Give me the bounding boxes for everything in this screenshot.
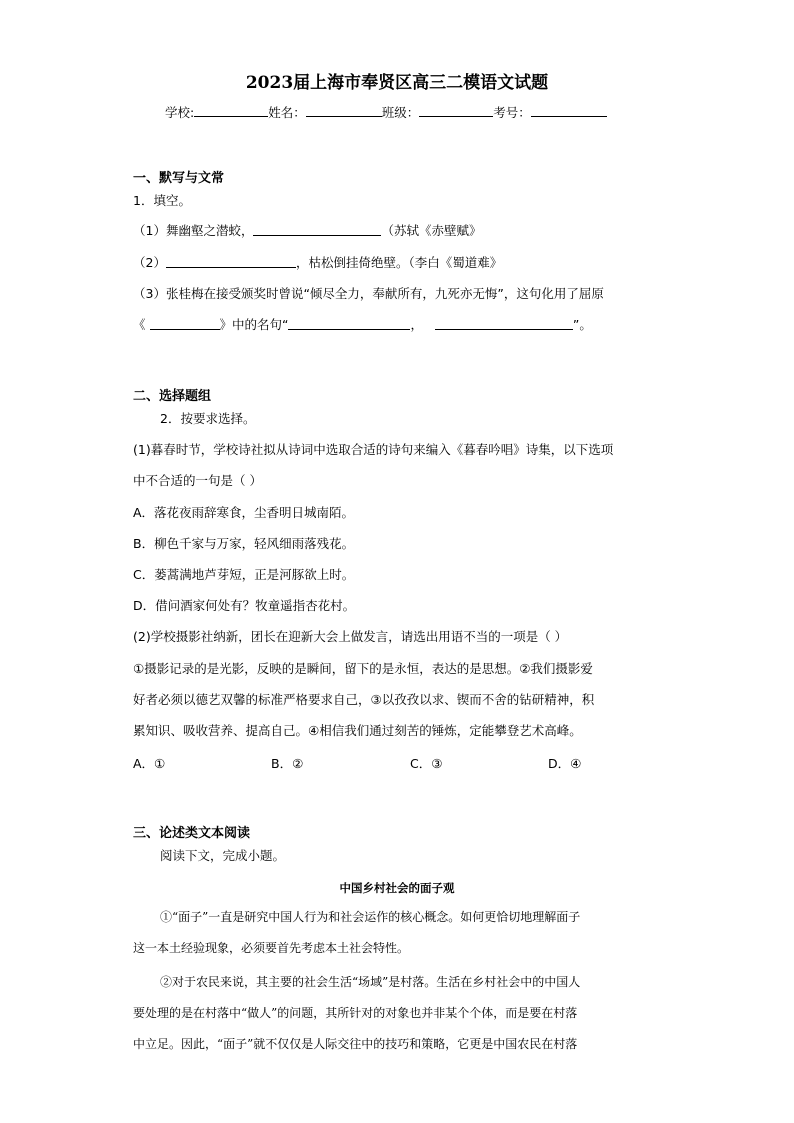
answer-blank[interactable] [150,316,220,330]
question-1-part-1: （1）舞幽壑之潜蛟， （苏轼《赤壁赋》 [133,223,482,238]
answer-blank[interactable] [435,316,573,330]
choice-c[interactable]: C．③ [410,756,443,771]
student-info-line [165,103,607,121]
article-paragraph-2-line-3: 中立足。因此，“面子”就不仅仅是人际交往中的技巧和策略，它更是中国农民在村落 [133,1037,578,1051]
question-2-2-stem: (2)学校摄影社纳新，团长在迎新大会上做发言，请选出用语不当的一项是（ ） [133,629,568,644]
choice-a[interactable]: A．① [133,756,166,771]
section-heading-3: 三、论述类文本阅读 [133,826,251,841]
number-field[interactable] [531,104,607,117]
question-2-2-line-3: 累知识、吸收营养、提高自己。④相信我们通过刻苦的锤炼，定能攀登艺术高峰。 [133,723,582,738]
name-field[interactable] [306,104,382,117]
question-1-part-3-line-1: （3）张桂梅在接受颁奖时曾说“倾尽全力，奉献所有，九死亦无悔”，这句化用了屈原 [133,286,604,301]
answer-blank[interactable] [253,222,381,236]
question-2-1-line-1: (1)暮春时节，学校诗社拟从诗词中选取合适的诗句来编入《暮春吟唱》诗集，以下选项 [133,442,614,457]
option-a[interactable]: A．落花夜雨辞寒食，尘香明日城南陌。 [133,505,355,520]
article-paragraph-2-line-1: ②对于农民来说，其主要的社会生活“场域”是村落。生活在乡村社会中的中国人 [160,975,581,989]
number-label: 考号： [493,105,531,120]
school-label: 学校: [165,105,195,120]
question-2-1-line-2: 中不合适的一句是（ ） [133,473,262,488]
reading-instruction: 阅读下文，完成小题。 [160,848,286,863]
question-2-2-line-1: ①摄影记录的是光影，反映的是瞬间，留下的是永恒，表达的是思想。②我们摄影爱 [133,661,593,676]
article-paragraph-2-line-2: 要处理的是在村落中“做人”的问题，其所针对的对象也并非某个个体，而是要在村落 [133,1006,578,1020]
option-c[interactable]: C．蒌蒿满地芦芽短，正是河豚欲上时。 [133,567,355,582]
article-paragraph-1-line-2: 这一本土经验现象，必须要首先考虑本土社会特性。 [133,941,410,955]
section-heading-2: 二、选择题组 [133,389,212,404]
question-1-part-2: （2） ，枯松倒挂倚绝壁。（李白《蜀道难》 [133,255,503,270]
name-label: 姓名： [268,105,306,120]
option-b[interactable]: B．柳色千家与万家，轻风细雨落残花。 [133,536,355,551]
class-label: 班级： [381,105,420,120]
page-title: 2023届上海市奉贤区高三二模语文试题 [245,73,549,93]
class-field[interactable] [419,104,493,117]
school-field[interactable] [194,104,268,117]
choice-d[interactable]: D．④ [548,756,582,771]
article-title: 中国乡村社会的面子观 [339,881,455,895]
question-1-stem: 1．填空。 [133,193,191,208]
section-heading-1: 一、默写与文常 [133,171,225,186]
option-d[interactable]: D．借问酒家何处有？牧童遥指杏花村。 [133,598,356,613]
choice-b[interactable]: B．② [271,756,304,771]
answer-blank[interactable] [166,254,296,268]
question-2-stem: 2．按要求选择。 [160,411,256,426]
answer-blank[interactable] [288,316,410,330]
question-2-2-line-2: 好者必须以德艺双馨的标准严格要求自己，③以孜孜以求、锲而不舍的钻研精神，积 [133,692,595,707]
question-1-part-3-line-2: 《 》中的名句“ ， ”。 [133,317,592,332]
article-paragraph-1-line-1: ①“面子”一直是研究中国人行为和社会运作的核心概念。如何更恰切地理解面子 [160,910,581,924]
